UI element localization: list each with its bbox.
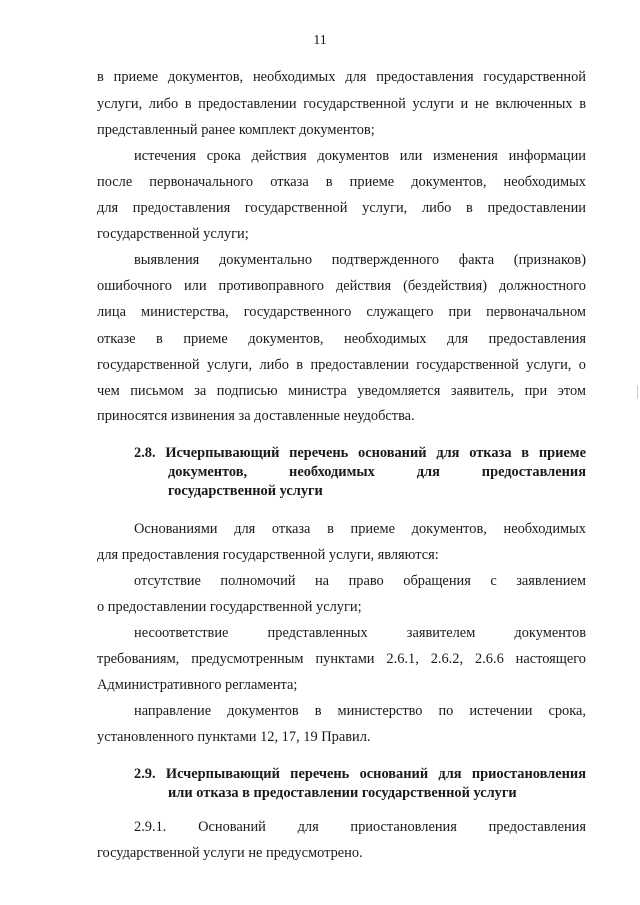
heading-line: документов, необходимых для предоставления	[168, 464, 586, 480]
scan-artifact	[637, 385, 638, 399]
text-line: о предоставлении государственной услуги;	[97, 599, 362, 615]
text-line: направление документов в министерство по истечении срока,	[134, 703, 586, 719]
text-line: требованиям, предусмотренным пунктами 2.6.1, 2.6.2, 2.6.6 настоящего	[97, 651, 586, 667]
text-line: государственной услуги, либо в предоставлении государственной услуги, о	[97, 357, 586, 373]
text-line: отсутствие полномочий на право обращения с заявлением	[134, 573, 586, 589]
text-line: ошибочного или противоправного действия (бездействия) должностного	[97, 278, 586, 294]
text-line: услуги, либо в предоставлении государственной услуги и не включенных в	[97, 96, 586, 112]
text-line: истечения срока действия документов или изменения информации	[134, 148, 586, 164]
page-number: 11	[313, 33, 327, 48]
text-line: для предоставления государственной услуги, являются:	[97, 547, 439, 563]
text-line: государственной услуги не предусмотрено.	[97, 845, 363, 861]
text-line: установленного пунктами 12, 17, 19 Правил.	[97, 729, 371, 745]
text-line: приносятся извинения за доставленные неудобства.	[97, 408, 415, 424]
text-line: чем письмом за подписью министра уведомляется заявитель, при этом	[97, 383, 586, 399]
text-line: государственной услуги;	[97, 226, 249, 242]
heading-line: 2.8. Исчерпывающий перечень оснований для отказа в приеме	[134, 445, 586, 461]
heading-line: государственной услуги	[168, 483, 323, 499]
text-line: для предоставления государственной услуги, либо в предоставлении	[97, 200, 586, 216]
text-line: 2.9.1. Оснований для приостановления предоставления	[134, 819, 586, 835]
text-line: Основаниями для отказа в приеме документов, необходимых	[134, 521, 586, 537]
text-line: представленный ранее комплект документов;	[97, 122, 375, 138]
text-line: лица министерства, государственного служащего при первоначальном	[97, 304, 586, 320]
text-line: в приеме документов, необходимых для предоставления государственной	[97, 69, 586, 85]
heading-line: или отказа в предоставлении государственной услуги	[168, 785, 517, 801]
heading-line: 2.9. Исчерпывающий перечень оснований для приостановления	[134, 766, 586, 782]
text-line: Административного регламента;	[97, 677, 298, 693]
text-line: отказе в приеме документов, необходимых для предоставления	[97, 331, 586, 347]
text-line: несоответствие представленных заявителем документов	[134, 625, 586, 641]
text-line: выявления документально подтвержденного факта (признаков)	[134, 252, 586, 268]
text-line: после первоначального отказа в приеме документов, необходимых	[97, 174, 586, 190]
